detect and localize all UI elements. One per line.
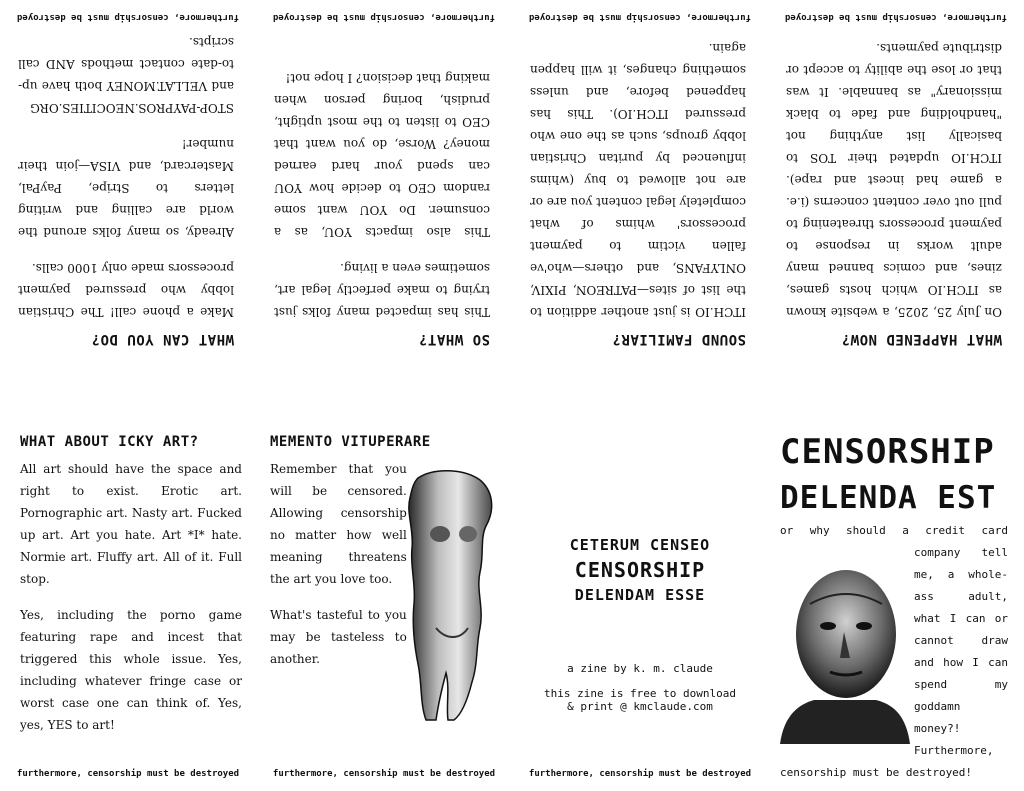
footer-text: furthermore, censorship must be destroyed [16,769,240,779]
para: All art should have the space and right to exist. Erotic art. Pornographic art. Nasty art. Fucked up art. Art you hate. Art *I* hate. Normie art. Fluffy art. All of it. Full stop. [20,462,242,586]
byline: a zine by k. m. claude [567,662,713,675]
motto-line-2: CENSORSHIP [574,558,706,582]
para: Make a phone call! The Christian lobby who pressured payment processors made only 1000 calls. [18,261,234,319]
heading-memento: MEMENTO VITUPERARE [270,434,431,450]
panel-front-cover [768,396,1024,791]
footer-text: furthermore, censorship must be destroyed [784,12,1008,22]
para: Already, so many folks around the world are calling and writing letters to Stripe, PayPal, Mastercard, and VISA—join their number! [18,137,234,239]
cover-subtitle: or why should a credit card company tell me, a whole-ass adult, what I can or cannot draw and how I can spend my goddamn money?! Furthermore, censorship must be destroyed! [780,524,1008,779]
para: STOP-PAYPROS.NEOCITIES.ORG and VELLAT.MONEY both have up-to-date contact methods AND call scripts. [18,35,234,115]
heading-what-can-you-do: WHAT CAN YOU DO? [91,331,234,347]
para: This also impacts YOU, as a consumer. Do YOU want some random CEO to decide how YOU can spend your hard earned money? Worse, do you want that CEO to listen to the most uptight, prudish, boring person when making that decision? I hope not! [274,71,490,239]
para: On July 25, 2025, a website known as ITCH.IO which hosts games, zines, and comics banned many adult works in response to payment processors threatening to pull out over content concerns (i.e. a game had incest and rape). ITCH.IO updated their TOS to basically list anything not "handholding and fade to black missionary" as bannable. It was that or lose the ability to accept or distribute payments. [786,41,1002,319]
panel-so-what [256,0,512,395]
para: Yes, including the porno game featuring rape and incest that triggered this whole issue. Yes, including whatever fringe case or worst case one can think of. Yes, yes, YES to art! [20,608,242,732]
heading-sound-familiar: SOUND FAMILIAR? [612,331,746,347]
panel-what-happened [768,0,1024,395]
motto-line-3: DELENDAM ESSE [574,586,706,604]
para: This has impacted many folks just trying to make perfectly legal art, sometimes even a living. [274,261,490,319]
panel-cover-back [512,396,768,791]
motto-line-1: CETERUM CENSEO [569,536,711,554]
roman-bust-illustration [780,554,910,744]
panel-sound-familiar [512,0,768,395]
panel-icky-art [0,396,256,791]
heading-what-happened: WHAT HAPPENED NOW? [841,331,1002,347]
footer-text: furthermore, censorship must be destroyed [528,12,752,22]
para: ITCH.IO is just another addition to the list of sites—PATREON, PIXIV, ONLYFANS, and others—who've fallen victim to payment processors' whims of what completely legal content you are or are not allowed to buy (whims influenced by puritan Christian lobby groups, such as the one who pressured ITCH.IO). This has happened before, and unless something changes, it will happen again. [529,41,746,319]
footer-text: furthermore, censorship must be destroyed [272,12,496,22]
heading-icky-art: WHAT ABOUT ICKY ART? [20,434,199,450]
footer-text: furthermore, censorship must be destroyed [16,12,240,22]
panel-memento [256,396,512,791]
heading-so-what: SO WHAT? [418,331,490,347]
free-line-2: & print @ kmclaude.com [567,700,713,713]
footer-text: furthermore, censorship must be destroyed [528,769,752,779]
panel-what-can-you-do [0,0,256,395]
footer-text: furthermore, censorship must be destroyed [272,769,496,779]
para: Remember that you will be censored. Allowing censorship no matter how well meaning threatens the art you love too. [270,462,407,586]
free-line-1: this zine is free to download [543,687,737,700]
cover-title-1: CENSORSHIP [780,432,995,472]
para: What's tasteful to you may be tasteless to another. [270,608,407,666]
cover-title-2: DELENDA EST [780,480,997,516]
